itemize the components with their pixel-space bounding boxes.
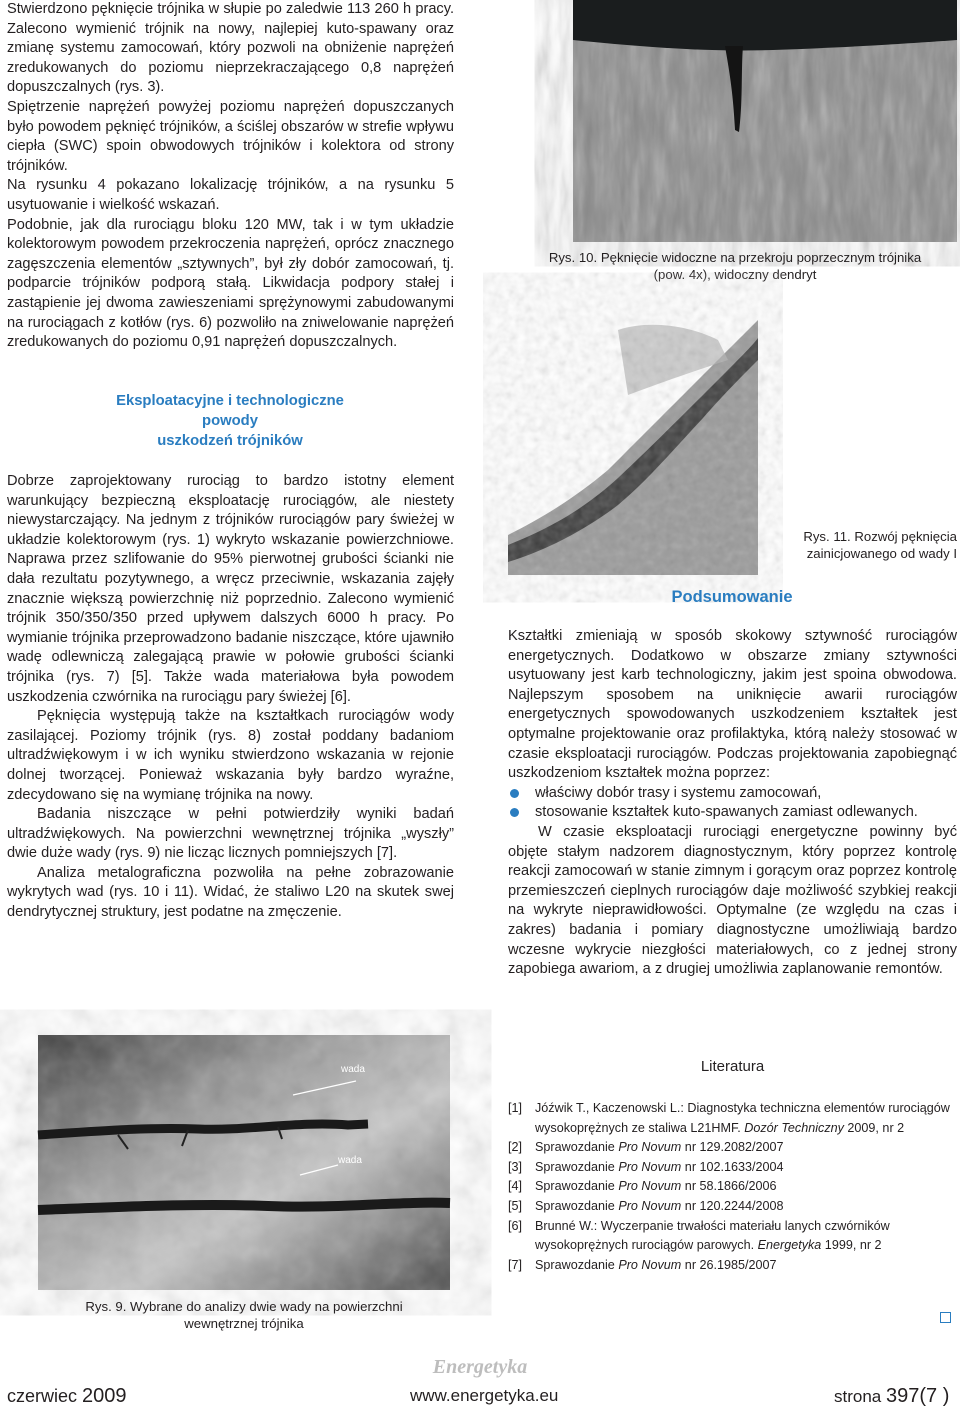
end-of-article-icon: [940, 1312, 951, 1323]
paragraph: Analiza metalograficzna pozwoliła na pełne zobrazowanie wykrytych wad (rys. 10 i 11). Widać, że staliwo L20 na skutek swej dendrytycznej struktury, jest podatne na zmęczenie.: [7, 864, 454, 921]
energetyka-logo: [432, 1352, 528, 1380]
ref-italic: Pro Novum: [618, 1159, 682, 1174]
caption-line: zainicjowanego od wady I: [806, 546, 957, 561]
literature-item: [508, 1177, 957, 1197]
footer-date: [7, 1385, 127, 1408]
ref-number: [1]: [508, 1101, 523, 1115]
ref-text: nr 58.1866/2006: [681, 1179, 777, 1194]
right-column: [508, 627, 957, 980]
literature-title: Literatura: [700, 1058, 765, 1075]
literature-item: [508, 1217, 957, 1256]
figure-11-photo: [508, 300, 758, 575]
footer-year: 2009: [82, 1385, 127, 1407]
paragraph: Stwierdzono pęknięcie trójnika w słupie po zaledwie 113 260 h pracy. Zalecono wymienić trójnik na nowy, najlepiej kuto-spawany oraz zmianę systemu zamocowań, który pozwoli na obniżenie naprężeń zredukowanych do poziomu nieprzekraczającego 0,8 naprężeń dopuszczalnych (rys. 3).: [7, 1, 454, 96]
section-heading-line: uszkodzeń trójników: [157, 433, 303, 449]
ref-number: [6]: [508, 1218, 523, 1233]
ref-text: Sprawozdanie: [535, 1257, 619, 1272]
ref-italic: Pro Novum: [618, 1257, 682, 1272]
footer-url[interactable]: www.energetyka.eu: [410, 1386, 559, 1405]
paragraph: Pęknięcia występują także na kształtkach rurociągów wody zasilającej. Poziomy trójnik (rys. 8) został poddany badaniom ultradźwiękowym i w ich wyniku stwierdzono wskazania w rejonie dolnej tworzącej. Ponieważ wskazania były bardzo wyraźne, zdecydowano się na wymianę trójnika na nowy.: [7, 708, 454, 803]
section-heading-line: powody: [202, 413, 258, 429]
left-column-bottom: [7, 472, 454, 923]
paragraph: Kształtki zmieniają w sposób skokowy sztywność rurociągów energetycznych. Dodatkowo w obszarze zmiany sztywności usytuowany jest karb technologiczny, jakim jest spoina obwodowa. Najlepszym sposobem na uniknięcie awarii rurociągów energetycznych spowodowanych uszkodzeniem kształtek jest optymalne projektowanie oraz profilaktyka, którą należy stosować w czasie eksploatacji rurociągów. Podczas projektowania zapobiegnąć uszkodzeniom kształtek można poprzez:: [508, 628, 957, 782]
bullet-list: [508, 784, 957, 823]
ref-text: nr 120.2244/2008: [681, 1198, 784, 1213]
ref-text: Sprawozdanie: [535, 1159, 619, 1174]
left-column-top: [7, 0, 454, 353]
bullet-text: właściwy dobór trasy i systemu zamocowań,: [535, 784, 822, 801]
ref-text: 2009, nr 2: [843, 1120, 905, 1135]
footer-month: czerwiec: [7, 1386, 78, 1406]
page-label: strona: [834, 1387, 882, 1406]
literature-list: [508, 1099, 957, 1275]
caption-line: Rys. 9. Wybrane do analizy dwie wady na powierzchni: [85, 1299, 403, 1314]
summary-heading: Podsumowanie: [671, 588, 793, 606]
figure-10-photo: [573, 0, 957, 242]
ref-text: Sprawozdanie: [535, 1140, 619, 1155]
ref-text: nr 26.1985/2007: [681, 1257, 777, 1272]
paragraph: Podobnie, jak dla rurociągu bloku 120 MW, tak i w tym układzie kolektorowym powodem przekroczenia naprężeń, oprócz znacznego zagęszczenia elementów „sztywnych”, był zły dobór zamocowań, tj. podparcie trójników podporą stałą. Likwidacja podpory stałej i zastąpienie jej dwoma zawieszeniami sprężynowymi zabudowanymi na rurociągach z kotłów (rys. 6) pozwoliło na zniwelowanie naprężeń zredukowanych do poziomu 0,91 naprężeń dopuszczalnych.: [7, 216, 454, 351]
bullet-item: [508, 803, 957, 823]
ref-number: [4]: [508, 1179, 523, 1194]
paragraph: Badania niszczące w pełni potwierdziły wyniki badań ultradźwiękowych. Na powierzchni wewnętrznej trójnika „wyszły” dwie duże wady (rys. 9) nie licząc licznych pomniejszych [7].: [7, 806, 454, 862]
literature-item: [508, 1256, 957, 1276]
ref-text: Sprawozdanie: [535, 1179, 619, 1194]
literature-item: [508, 1138, 957, 1158]
ref-text: nr 129.2082/2007: [681, 1140, 784, 1155]
logo-text: Energetyka: [432, 1356, 528, 1378]
literature-item: [508, 1099, 957, 1138]
ref-text: 1999, nr 2: [821, 1238, 882, 1253]
wada-label: wada: [338, 1155, 362, 1166]
ref-italic: Dozór Techniczny: [744, 1120, 844, 1135]
ref-italic: Pro Novum: [618, 1198, 682, 1213]
bullet-icon: [510, 789, 519, 798]
ref-number: [7]: [508, 1257, 523, 1272]
paragraph: Na rysunku 4 pokazano lokalizację trójników, a na rysunku 5 usytuowanie i wielkość wskazań.: [7, 177, 454, 213]
literature-item: [508, 1158, 957, 1178]
figure-10-caption: [513, 249, 957, 283]
section-heading-line: Eksploatacyjne i technologiczne: [116, 393, 344, 409]
bullet-text: stosowanie kształtek kuto-spawanych zamiast odlewanych.: [535, 804, 918, 821]
figure-11-caption: [760, 528, 957, 562]
paragraph: Spiętrzenie naprężeń powyżej poziomu naprężeń dopuszczanych było powodem pęknięć trójników, a ściślej obszarów w strefie wpływu ciepła (SWC) spoin obwodowych trójników i kolektora od strony trójników.: [7, 98, 454, 174]
paragraph: Dobrze zaprojektowany rurociąg to bardzo istotny element warunkujący bezpieczną eksploatację rurociągów, ale niestety niewystarczający. Na jednym z trójników rurociągów pary świeżej w układzie kolektorowym (rys. 1) wykryto wskazanie powierzchniowe. Naprawa przez szlifowanie do 95% pierwotnej grubości ścianki nie dała rezultatu pozytywnego, a wręcz przeciwnie, wskazania zajęły znacznie większą powierzchnię niż poprzednio. Zalecono wymienić trójnik 350/350/350 przed upływem dalszych 6000 h pracy. Po wymianie trójnika przeprowadzono badanie niszczące, które ujawniło wadę odlewniczą zalegającą prawie w połowie grubości ścianki trójnika (rys. 7) [5]. Także wada materiałowa była powodem uszkodzenia czwórnika na rurociągu pary świeżej [6].: [7, 473, 454, 705]
bullet-item: [508, 784, 957, 804]
ref-text: Jóźwik T., Kaczenowski L.: Diagnostyka techniczna elementów rurociągów wysokoprężnych ze staliwa L21HMF.: [535, 1101, 950, 1135]
ref-number: [2]: [508, 1140, 523, 1155]
ref-text: Brunné W.: Wyczerpanie trwałości materiału lanych czwórników wysokoprężnych rurociągów parowych.: [535, 1218, 890, 1253]
ref-italic: Pro Novum: [618, 1179, 682, 1194]
caption-line: wewnętrznej trójnika: [184, 1316, 304, 1331]
caption-line: Rys. 10. Pęknięcie widoczne na przekroju poprzecznym trójnika: [548, 250, 922, 265]
ref-italic: Energetyka: [757, 1238, 822, 1253]
literature-item: [508, 1197, 957, 1217]
figure-9-photo: [38, 1035, 450, 1290]
footer-page: [834, 1385, 949, 1408]
caption-line: Rys. 11. Rozwój pęknięcia: [803, 529, 957, 544]
figure-9-caption: [38, 1298, 450, 1332]
bullet-icon: [510, 808, 519, 817]
wada-label: wada: [341, 1064, 365, 1075]
ref-number: [5]: [508, 1198, 523, 1213]
ref-text: Sprawozdanie: [535, 1198, 619, 1213]
page-number: 397: [885, 1385, 920, 1407]
section-heading: [40, 391, 420, 451]
paragraph: W czasie eksploatacji rurociągi energetyczne powinny być objęte stałym nadzorem diagnostycznym, który poprzez kontrolę reakcji zamocowań w stanie zimnym i gorącym oraz poprzez kontrolę przemieszczeń cieplnych rurociągów daje możliwość szybkiej reakcji na wykryte nieprawidłowości. Optymalne (ze względu na czas i zakres) badania i pomiary diagnostyczne umożliwiają bardzo wczesne wykrycie niezgłości materiałowych, co z jednej strony zapobiega awariom, a z drugiej umożliwia zaplanowanie remontów.: [508, 823, 957, 978]
caption-line: (pow. 4x), widoczny dendryt: [653, 267, 817, 282]
ref-number: [3]: [508, 1159, 523, 1174]
ref-text: nr 102.1633/2004: [681, 1159, 784, 1174]
ref-italic: Pro Novum: [618, 1140, 682, 1155]
page-sub: (7 ): [919, 1385, 950, 1407]
